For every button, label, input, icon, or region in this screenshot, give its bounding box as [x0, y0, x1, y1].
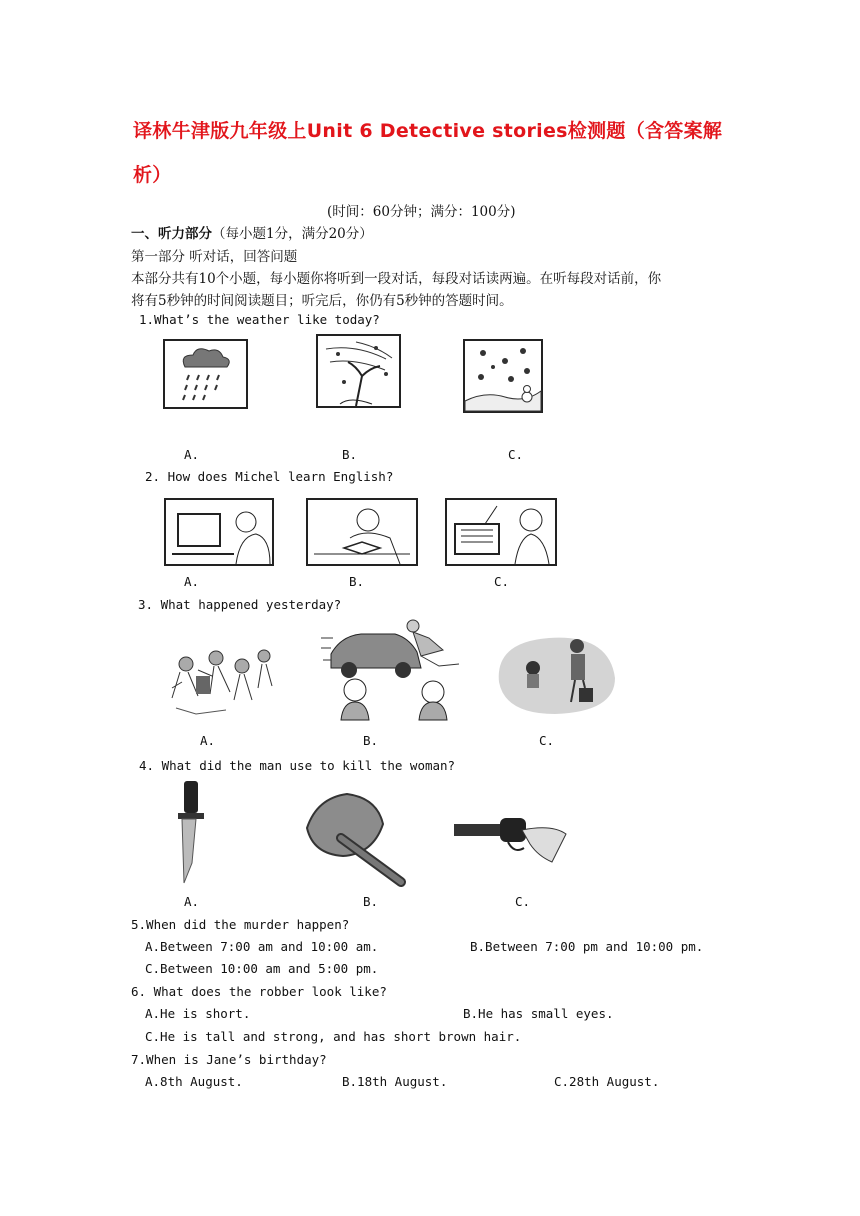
- windy-weather-image: [316, 334, 401, 408]
- radio-listening-image: [445, 498, 557, 566]
- page-title: 译林牛津版九年级上Unit 6 Detective stories检测题（含答案解: [133, 120, 723, 142]
- car-accident-image: [321, 618, 463, 722]
- question-5: 5.When did the murder happen?: [131, 917, 350, 932]
- snowy-weather-image: [463, 339, 543, 413]
- q3-option-b: B.: [363, 733, 379, 748]
- part-title: 第一部分 听对话，回答问题: [131, 249, 298, 265]
- question-1: 1.What’s the weather like today?: [139, 312, 380, 327]
- computer-study-image: [164, 498, 274, 566]
- people-fighting-image: [166, 636, 278, 720]
- q2-option-c: C.: [494, 574, 510, 589]
- q4-option-c: C.: [515, 894, 531, 909]
- question-7: 7.When is Jane’s birthday?: [131, 1052, 327, 1067]
- section-heading-note: （每小题1分，满分20分）: [212, 226, 373, 242]
- q2-option-a: A.: [184, 574, 200, 589]
- question-6: 6. What does the robber look like?: [131, 984, 387, 999]
- knife-image: [166, 779, 212, 885]
- book-reading-image: [306, 498, 418, 566]
- q5-option-b: B.Between 7:00 pm and 10:00 pm.: [470, 939, 704, 954]
- section-heading: 一、听力部分: [131, 226, 212, 242]
- axe-image: [297, 788, 411, 888]
- q1-option-c: C.: [508, 447, 524, 462]
- question-3: 3. What happened yesterday?: [138, 597, 342, 612]
- q7-option-c: C.28th August.: [554, 1074, 660, 1089]
- instruction-line-2: 将有5秒钟的时间阅读题目；听完后，你仍有5秒钟的答题时间。: [131, 293, 513, 309]
- q1-option-b: B.: [342, 447, 358, 462]
- boy-fell-image: [493, 632, 617, 716]
- q4-option-a: A.: [184, 894, 200, 909]
- q4-option-b: B.: [363, 894, 379, 909]
- q6-option-c: C.He is tall and strong, and has short brown hair.: [145, 1029, 522, 1044]
- q6-option-a: A.He is short.: [145, 1006, 251, 1021]
- instruction-line-1: 本部分共有10个小题，每小题你将听到一段对话，每段对话读两遍。在听每段对话前，你: [131, 271, 662, 287]
- section-heading-row: [131, 222, 373, 242]
- q7-option-b: B.18th August.: [342, 1074, 448, 1089]
- q1-option-a: A.: [184, 447, 200, 462]
- time-info: (时间：60分钟；满分：100分): [327, 204, 516, 220]
- q5-option-c: C.Between 10:00 am and 5:00 pm.: [145, 961, 379, 976]
- question-2: 2. How does Michel learn English?: [145, 469, 394, 484]
- question-4: 4. What did the man use to kill the woman?: [139, 758, 456, 773]
- q3-option-c: C.: [539, 733, 555, 748]
- gun-image: [450, 804, 574, 864]
- q3-option-a: A.: [200, 733, 216, 748]
- q7-option-a: A.8th August.: [145, 1074, 243, 1089]
- q5-option-a: A.Between 7:00 am and 10:00 am.: [145, 939, 379, 954]
- rain-weather-image: [163, 339, 248, 409]
- q6-option-b: B.He has small eyes.: [463, 1006, 614, 1021]
- q2-option-b: B.: [349, 574, 365, 589]
- page-title-continued: 析）: [133, 164, 172, 186]
